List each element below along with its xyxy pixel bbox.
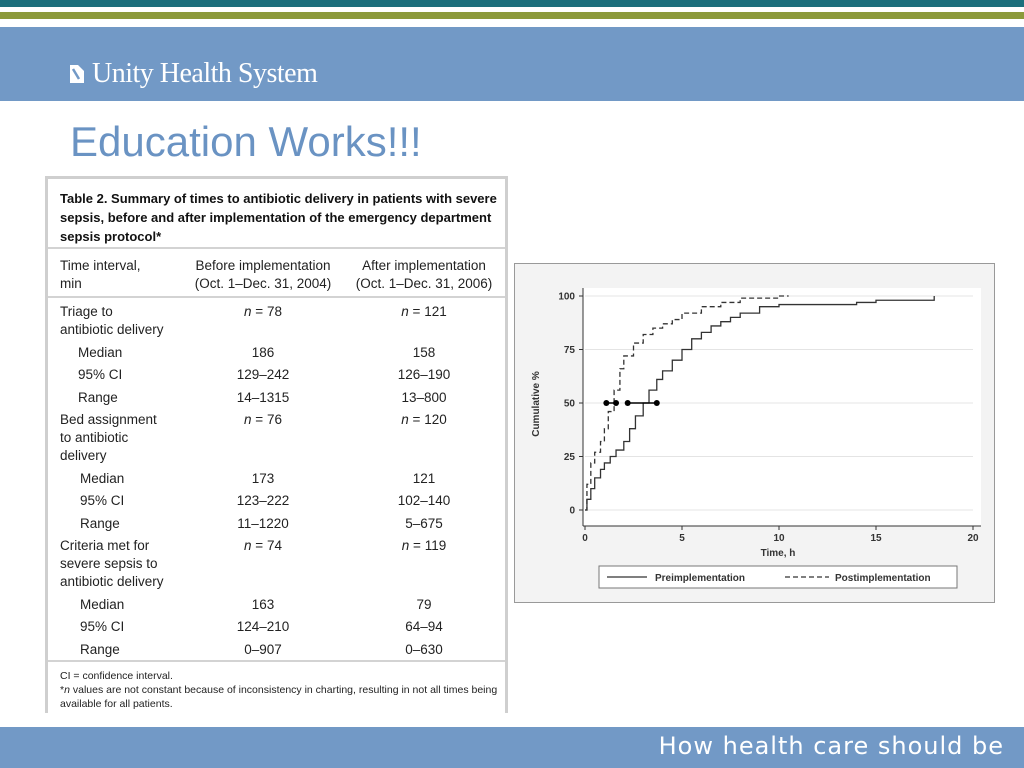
y-tick-label: 0 [569,505,575,517]
cell-after: 0–630 [405,642,443,657]
logo-mark-icon [68,64,86,84]
group-label-line: Bed assignment [60,412,157,427]
n-after [343,537,505,555]
logo [68,58,317,90]
n-value: 119 [424,538,447,553]
y-tick-label: 25 [563,452,575,463]
row-label: Range [80,642,120,657]
group-label-line: Triage to [60,304,113,319]
top-stripe-olive [0,12,1024,19]
group-label-line: delivery [60,448,107,463]
footnote-star: * [60,684,65,696]
row-label: 95% CI [78,367,123,382]
x-tick-label: 10 [773,533,785,544]
n-before [178,303,348,321]
x-axis-label: Time, h [760,548,796,559]
cell-before: 173 [251,471,275,486]
ci-point [613,400,619,406]
x-tick-label: 20 [967,533,979,544]
n-before [178,411,348,429]
cell-after: 13–800 [401,390,447,405]
cell-after: 158 [412,345,436,360]
logo-text: Unity Health System [92,58,318,89]
legend-label-post: Postimplementation [835,573,931,584]
group-label [60,411,185,465]
chart-frame [514,263,995,603]
row-label: 95% CI [80,619,125,634]
col-header-before [178,257,348,293]
n-equals: = [408,412,425,427]
group-label-line: to antibiotic [60,430,129,445]
top-stripe-teal [0,0,1024,7]
ci-point [654,400,660,406]
table-divider [48,247,505,249]
col-header-interval-line1: Time interval, [60,258,141,273]
y-axis-label: Cumulative % [531,371,542,437]
cell-before: 186 [251,345,275,360]
n-symbol: n [244,304,252,319]
footer-tagline: How health care should be [658,732,1004,760]
group-label [60,537,185,591]
n-symbol: n [401,412,409,427]
y-tick-label: 75 [563,345,575,356]
col-header-interval-line2: min [60,276,82,291]
n-value: 120 [424,412,447,427]
col-header-after [343,257,505,293]
col-header-before-line1: Before implementation [195,258,331,273]
group-label [60,303,185,339]
footnote-n-symbol: n [64,684,70,696]
cell-before: 0–907 [244,642,282,657]
footnote-ci: CI = confidence interval. [60,670,173,682]
slide-title: Education Works!!! [70,118,422,165]
cell-after: 5–675 [405,516,443,531]
col-header-after-line1: After implementation [362,258,486,273]
col-header-before-line2: (Oct. 1–Dec. 31, 2004) [194,276,332,291]
cumulative-chart [515,264,996,604]
ci-point [625,400,631,406]
cell-before: 14–1315 [236,390,290,405]
n-symbol: n [244,538,252,553]
table-panel [45,176,508,713]
n-after [343,303,505,321]
x-tick-label: 15 [870,533,882,544]
n-equals: = [251,412,267,427]
n-symbol: n [401,538,410,553]
cell-after: 64–94 [405,619,443,634]
cell-after: 126–190 [397,367,451,382]
ci-point [603,400,609,406]
top-stripe-gap-2 [0,19,1024,23]
footnote-n-text: values are not constant because of inconsistency in charting, resulting in not all times being available for all patients. [60,684,498,710]
cell-after: 102–140 [397,493,451,508]
group-label-line: severe sepsis to [60,556,158,571]
n-equals: = [408,304,425,319]
n-value: 76 [266,412,282,427]
col-header-after-line2: (Oct. 1–Dec. 31, 2006) [355,276,493,291]
group-label-line: Criteria met for [60,538,150,553]
cell-after: 79 [416,597,432,612]
n-equals: = [251,304,267,319]
row-label: Median [80,471,125,486]
n-value: 78 [266,304,282,319]
legend-label-pre: Preimplementation [655,573,746,584]
n-after [343,411,505,429]
x-tick-label: 5 [679,533,685,544]
cell-before: 163 [251,597,275,612]
n-equals: = [251,538,267,553]
cell-before: 124–210 [236,619,290,634]
n-symbol: n [401,304,409,319]
n-equals: = [409,538,425,553]
n-value: 121 [424,304,447,319]
group-label-line: antibiotic delivery [60,574,164,589]
group-label-line: antibiotic delivery [60,322,164,337]
row-label: Range [78,390,118,405]
table-divider [48,296,505,298]
row-label: Median [78,345,123,360]
row-label: Range [80,516,120,531]
x-tick-label: 0 [582,533,588,544]
n-symbol: n [244,412,252,427]
cell-before: 11–1220 [237,516,289,531]
n-before [178,537,348,555]
y-tick-label: 100 [558,291,575,303]
row-label: 95% CI [80,493,125,508]
cell-before: 123–222 [236,493,290,508]
col-header-interval [60,257,185,293]
table-divider [48,660,505,662]
footnote-n [60,683,500,711]
cell-before: 129–242 [236,367,290,382]
row-label: Median [80,597,125,612]
cell-after: 121 [412,471,436,486]
y-tick-label: 50 [563,398,575,410]
n-value: 74 [266,538,282,553]
table-title: Table 2. Summary of times to antibiotic delivery in patients with severe sepsis, before and after implementation of the emergency department sepsis protocol* [60,191,497,244]
